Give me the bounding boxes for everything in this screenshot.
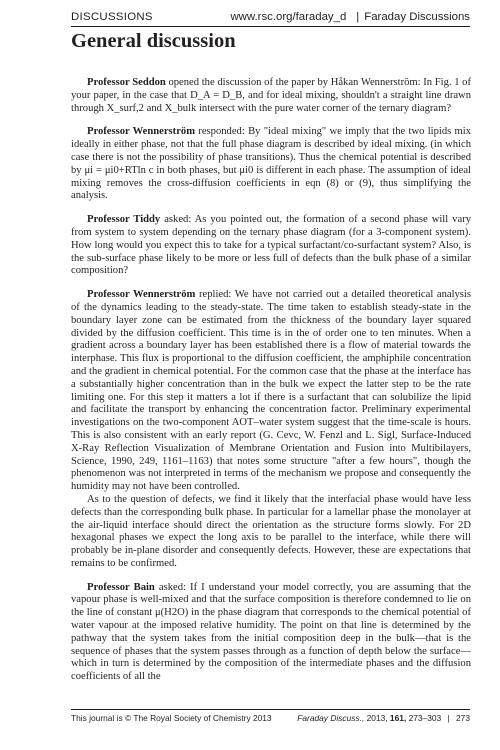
paragraph-text: asked: As you pointed out, the formation of a second phase will vary from system to system depending on the ternary phase diagram (for a 3-component system). How long would you expect this to take for a typical surfactant/co-surfactant system? Also, is the sub-surface phase likely to be more or less full of defects than the bulk phase of a similar composition? bbox=[71, 214, 471, 277]
citation bbox=[297, 713, 470, 723]
page-title: General discussion bbox=[71, 30, 236, 52]
paragraph bbox=[71, 289, 471, 494]
page-header bbox=[71, 7, 470, 27]
journal-url: www.rsc.org/faraday_d bbox=[230, 11, 347, 23]
paragraph bbox=[71, 494, 471, 571]
paragraph bbox=[71, 582, 471, 684]
paragraph-text: responded: By "ideal mixing" we imply that the two lipids mix ideally in either phase, not that the full phase diagram is described by ideal mixing. (in which case there is not the possibility of phase transitions). Thus the chemical potential is described by μi = μi0+RTln c in both phases, but μi0 is different in each phase. The assumption of ideal mixing removes the cross-diffusion coefficients in eqn (8) or (9), thus simplifying the analysis. bbox=[71, 126, 471, 202]
footer-rule bbox=[71, 709, 470, 710]
paragraph bbox=[71, 126, 471, 203]
section-label: DISCUSSIONS bbox=[71, 11, 153, 23]
footer-separator: | bbox=[447, 713, 450, 723]
citation-pages: 273–303 bbox=[408, 713, 442, 723]
page-footer bbox=[71, 713, 470, 723]
speaker-name: Professor Wennerström bbox=[87, 126, 196, 138]
paragraph-text: opened the discussion of the paper by Håkan Wennerström: In Fig. 1 of your paper, in the case that D_A = D_B, and for ideal mixing, shouldn't a straight line drawn through X_surf,2 and X_bulk intersect with the pure water corner of the ternary diagram? bbox=[71, 77, 471, 114]
paragraph-text: replied: We have not carried out a detailed theoretical analysis of the dynamics leading to the steady-state. The time taken to establish steady-state in the boundary layer zone can be estimated from the thickness of the boundary layer squared divided by the diffusion coefficient. This time is in the of order one to ten minutes. When a gradient across a boundary layer has been established there is a flow of material towards the interphase. This flux is proportional to the diffusion coefficient, the amphiphile concentration and the gradient in chemical potential. For the common case that the phase at the interface has a substantially higher concentration than in the bulk we expect the latter step to be the rate limiting one. For this step it matters a lot if there is a surfactant that can solubilize the lipid and facilitate the transport by enhancing the concentration factor. Preliminary experimental investigations on the two-component AOT–water system suggest that the time-scale is hours. This is also consistent with an early report (G. Cevc, W. Fenzl and L. Sigl, Surface-Induced X-Ray Reflection Visualization of Membrane Orientation and Fusion into Multibilayers, Science, 1990, 249, 1161–1163) that notes some structure "after a few hours", though the phenomenon was not interpreted in terms of the mechanism we propose and consequently the humidity may not have been controlled. bbox=[71, 289, 471, 493]
speaker-name: Professor Tiddy bbox=[87, 214, 161, 226]
paragraph-text: asked: If I understand your model correctly, you are assuming that the vapour phase is well-mixed and that the surface composition is therefore condemned to lie on the line of constant μ(H2O) in the phase diagram that corresponds to the chemical potential of water vapour at the imposed relative humidity. The point on that line is determined by the pathway that the system takes from the initial composition deep in the bulk—that is the sequence of phases that the system passes through as a function of depth below the surface—which in turn is determined by the composition of the intermediate phases and the diffusion coefficients of all the bbox=[71, 581, 471, 683]
paragraph bbox=[71, 77, 471, 115]
copyright-notice: This journal is © The Royal Society of Chemistry 2013 bbox=[71, 713, 272, 723]
header-separator: | bbox=[356, 11, 360, 23]
journal-name: Faraday Discussions bbox=[364, 11, 470, 23]
header-rule bbox=[71, 26, 470, 27]
citation-volume: 161, bbox=[389, 713, 407, 723]
speaker-name: Professor Bain bbox=[87, 581, 155, 593]
page-number: 273 bbox=[456, 713, 470, 723]
speaker-name: Professor Seddon bbox=[87, 77, 166, 88]
speaker-name: Professor Wennerström bbox=[87, 289, 196, 301]
article-body bbox=[71, 77, 471, 695]
journal-abbrev: Faraday Discuss., bbox=[297, 713, 365, 723]
paragraph-text: As to the question of defects, we find it likely that the interfacial phase would have less defects than the corresponding bulk phase. In particular for a lamellar phase the monolayer at the air-liquid interface should direct the orientation as the structure forms slowly. For 2D hexagonal phases we expect the long axis to be parallel to the interface, while there will probably be in-plane disorder and consequently defects. However, these are expectations that remains to be confirmed. bbox=[71, 493, 471, 569]
paragraph bbox=[71, 214, 471, 278]
citation-year: 2013, bbox=[366, 713, 388, 723]
